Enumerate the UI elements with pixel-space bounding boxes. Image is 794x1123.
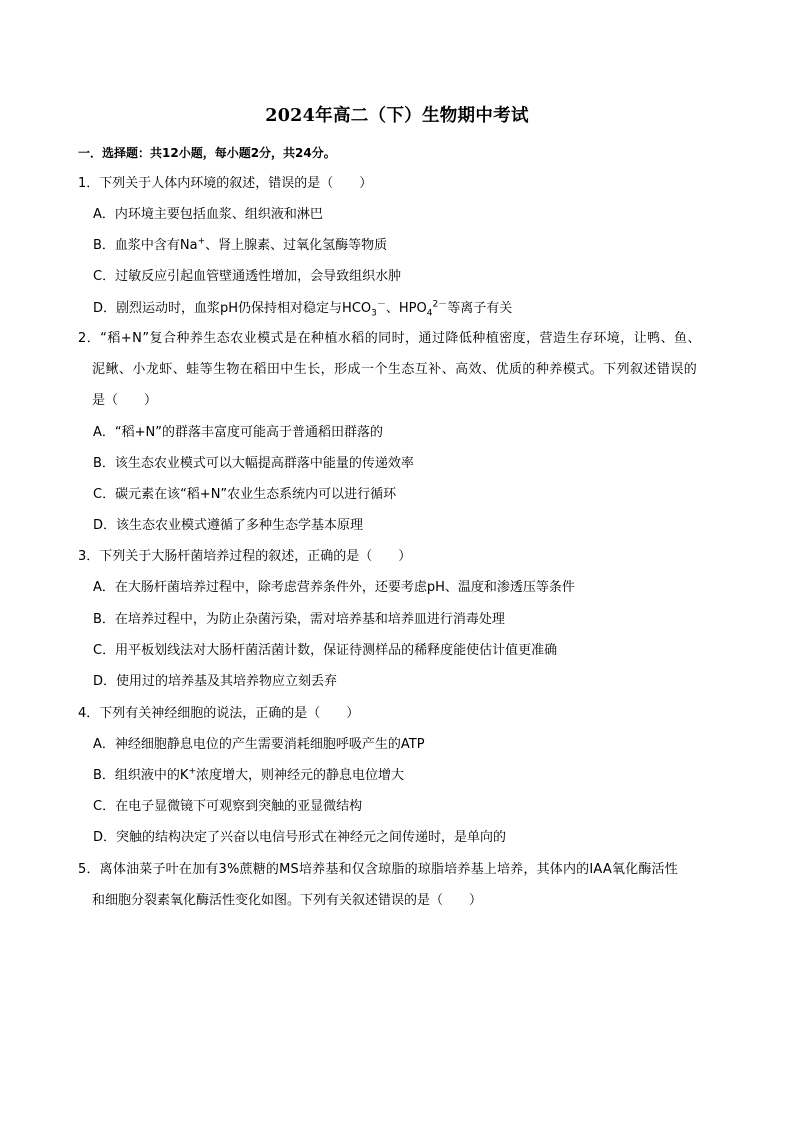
question-4-option-a: A．神经细胞静息电位的产生需要消耗细胞呼吸产生的ATP: [93, 737, 425, 752]
question-3-option-a: A．在大肠杆菌培养过程中，除考虑营养条件外，还要考虑pH、温度和渗透压等条件: [93, 580, 575, 595]
question-5-stem-line-1: 5．离体油菜子叶在加有3%蔗糖的MS培养基和仅含琼脂的琼脂培养基上培养，其体内的IAA氧化酶活性: [78, 862, 678, 877]
question-1-option-c: C．过敏反应引起血管壁通透性增加，会导致组织水肿: [93, 269, 402, 284]
question-2-stem-line-3: 是（ ）: [92, 393, 158, 408]
section-heading: 一．选择题：共12小题，每小题2分，共24分。: [78, 146, 336, 160]
question-3-option-c: C．用平板划线法对大肠杆菌活菌计数，保证待测样品的稀释度能使估计值更准确: [93, 643, 558, 658]
page-title: 2024年高二（下）生物期中考试: [265, 106, 529, 126]
question-3-option-b: B．在培养过程中，为防止杂菌污染，需对培养基和培养皿进行消毒处理: [93, 612, 505, 627]
question-1-option-a: A．内环境主要包括血浆、组织液和淋巴: [93, 207, 323, 222]
question-4-option-b: B．组织液中的K+浓度增大，则神经元的静息电位增大: [93, 766, 405, 783]
question-3-stem: 3．下列关于大肠杆菌培养过程的叙述，正确的是（ ）: [78, 549, 412, 564]
question-4-option-c: C．在电子显微镜下可观察到突触的亚显微结构: [93, 799, 363, 814]
question-2-option-c: C．碳元素在该“稻+N”农业生态系统内可以进行循环: [93, 487, 397, 502]
question-2-option-a: A．“稻+N”的群落丰富度可能高于普通稻田群落的: [93, 425, 383, 440]
question-3-option-d: D．使用过的培养基及其培养物应立刻丢弃: [93, 674, 338, 689]
question-4-option-d: D．突触的结构决定了兴奋以电信号形式在神经元之间传递时，是单向的: [93, 830, 507, 845]
question-1-option-d: D．剧烈运动时，血浆pH仍保持相对稳定与$HCO_3^-$、$HPO_4^{2-}$等离子有关: [93, 299, 513, 319]
question-5-stem-line-2: 和细胞分裂素氧化酶活性变化如图。下列有关叙述错误的是（ ）: [92, 893, 483, 908]
question-2-stem-line-2: 泥鳅、小龙虾、蛙等生物在稻田中生长，形成一个生态互补、高效、优质的种养模式。下列叙述错误的: [92, 362, 698, 377]
question-2-option-b: B．该生态农业模式可以大幅提高群落中能量的传递效率: [93, 456, 414, 471]
question-2-option-d: D．该生态农业模式遵循了多种生态学基本原理: [93, 518, 364, 533]
question-1-option-b: B．血浆中含有Na+、肾上腺素、过氧化氢酶等物质: [93, 236, 388, 253]
question-1-stem: 1．下列关于人体内环境的叙述，错误的是（ ）: [78, 176, 373, 191]
question-2-stem-line-1: 2．“稻+N”复合种养生态农业模式是在种植水稻的同时，通过降低种植密度，营造生存环境，让鸭、鱼、: [78, 331, 701, 346]
question-4-stem: 4．下列有关神经细胞的说法，正确的是（ ）: [78, 706, 360, 721]
